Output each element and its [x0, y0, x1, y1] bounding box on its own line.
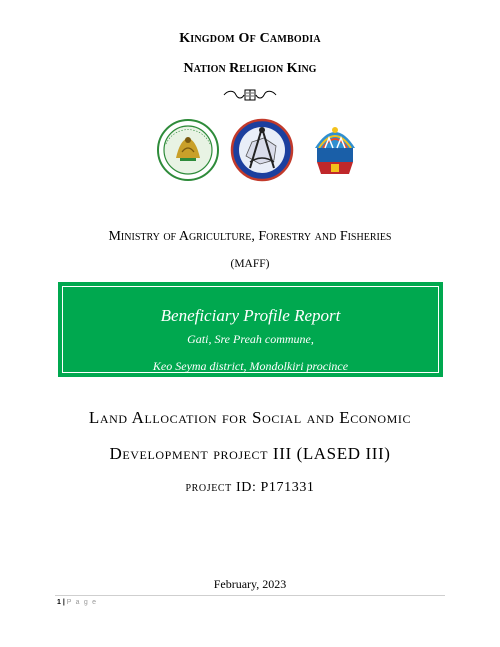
compass-seal-icon	[230, 118, 294, 182]
report-location-line-1: Gati, Sre Preah commune,	[187, 332, 314, 346]
project-id: project ID: P171331	[185, 480, 315, 495]
report-date: February, 2023	[213, 577, 287, 591]
motto-heading: Nation Religion King	[183, 61, 317, 76]
footer-divider	[55, 595, 445, 596]
royal-coat-of-arms-icon	[303, 118, 367, 182]
ministry-of-economy-seal-icon	[156, 118, 220, 182]
ornament-divider-icon	[0, 88, 500, 102]
report-banner	[58, 282, 443, 377]
kingdom-heading: Kingdom Of Cambodia	[179, 31, 321, 46]
project-title-line-1: Land Allocation for Social and Economic	[88, 408, 412, 427]
ministry-acronym: (MAFF)	[230, 258, 270, 270]
page-label: P a g e	[66, 599, 98, 606]
project-title-line-2: Development project III (LASED III)	[109, 444, 391, 463]
ministry-name: Ministry of Agriculture, Forestry and Fisheries	[108, 229, 392, 244]
report-title: Beneficiary Profile Report	[160, 306, 341, 325]
page-separator: |	[62, 599, 65, 606]
banner-inner-frame	[62, 286, 439, 373]
page-footer	[57, 599, 97, 606]
page-number: 1	[57, 599, 61, 606]
report-location-line-2: Keo Seyma district, Mondolkiri procince	[152, 359, 349, 373]
